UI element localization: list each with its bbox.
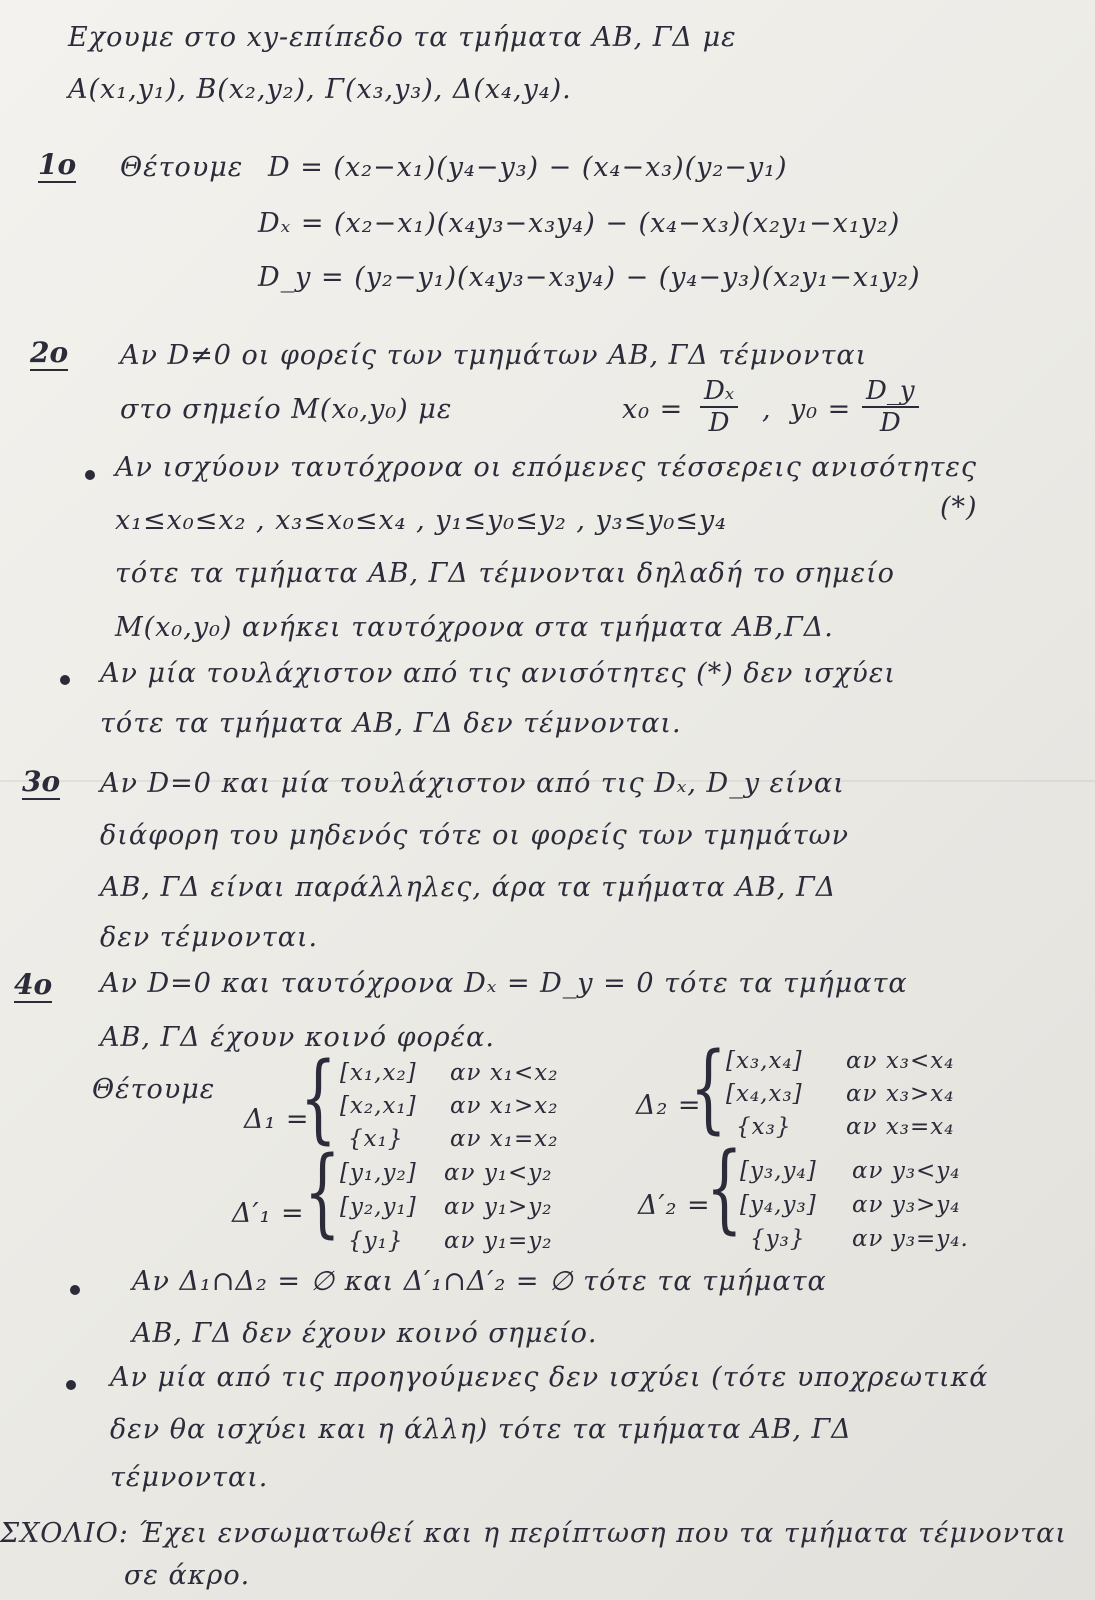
delta-2-prime-cond: αν y₃<y₄: [852, 1158, 961, 1184]
section-2-label: 2ο: [30, 336, 69, 369]
delta-2-case: [x₄,x₃]: [726, 1081, 803, 1107]
delta-2-prime-cond: αν y₃>y₄: [852, 1192, 961, 1218]
section-2-line-2: στο σημείο M(x₀,y₀) με: [120, 394, 453, 425]
bullet-4a-line-1: Αν Δ₁∩Δ₂ = ∅ και Δ′₁∩Δ′₂ = ∅ τότε τα τμήματα: [132, 1266, 827, 1297]
formula-dx: Dₓ = (x₂−x₁)(x₄y₃−x₃y₄) − (x₄−x₃)(x₂y₁−x₁y₂): [258, 208, 901, 239]
intro-line-1: Εχουμε στο xy-επίπεδο τα τμήματα AB, ΓΔ με: [68, 22, 737, 53]
delta-2-prime-case: [y₄,y₃]: [740, 1192, 817, 1218]
delta-1-cond: αν x₁>x₂: [450, 1093, 559, 1119]
left-brace: {: [706, 1132, 743, 1244]
intro-line-2: A(x₁,y₁), B(x₂,y₂), Γ(x₃,y₃), Δ(x₄,y₄).: [68, 74, 572, 105]
x0-denominator: D: [708, 408, 730, 438]
section-3-line-3: AB, ΓΔ είναι παράλληλες, άρα τα τμήματα AB, ΓΔ: [100, 872, 837, 903]
note-line-1: ΣΧΟΛΙΟ: Έχει ενσωματωθεί και η περίπτωση που τα τμήματα τέμνονται: [0, 1518, 1067, 1549]
delta-1-prime-name: Δ′₁ =: [232, 1198, 305, 1229]
delta-1-prime-case: {y₁}: [348, 1228, 404, 1254]
note-line-2: σε άκρο.: [124, 1560, 251, 1591]
section-4-label: 4ο: [14, 968, 53, 1001]
bullet-2a-line-3: τότε τα τμήματα AB, ΓΔ τέμνονται δηλαδή το σημείο: [115, 558, 895, 589]
left-brace: {: [300, 1042, 337, 1154]
bullet: [66, 1380, 76, 1390]
section-4-line-1: Αν D=0 και ταυτόχρονα Dₓ = D_y = 0 τότε τα τμήματα: [100, 968, 908, 999]
section-3-line-4: δεν τέμνονται.: [100, 922, 319, 953]
delta-2-prime-case: {y₃}: [750, 1226, 806, 1252]
y0-fraction: [862, 376, 919, 438]
delta-1-cond: αν x₁=x₂: [450, 1126, 559, 1152]
delta-1-case: [x₂,x₁]: [340, 1093, 417, 1119]
bullet: [60, 675, 70, 685]
section-4-line-2: AB, ΓΔ έχουν κοινό φορέα.: [100, 1022, 495, 1053]
x0-numerator: Dₓ: [700, 376, 738, 408]
bullet-4b-line-2: δεν θα ισχύει και η άλλη) τότε τα τμήματα AB, ΓΔ: [110, 1414, 852, 1445]
delta-1-name: Δ₁ =: [244, 1104, 310, 1135]
delta-2-cond: αν x₃=x₄: [846, 1114, 955, 1140]
section-2-line-1: Αν D≠0 οι φορείς των τμημάτων AB, ΓΔ τέμνονται: [120, 340, 868, 371]
formula-d: D = (x₂−x₁)(y₄−y₃) − (x₄−x₃)(y₂−y₁): [268, 152, 788, 183]
delta-1-prime-cond: αν y₁>y₂: [444, 1194, 553, 1220]
delta-2-prime-name: Δ′₂ =: [638, 1190, 711, 1221]
inequalities: x₁≤x₀≤x₂ , x₃≤x₀≤x₄ , y₁≤y₀≤y₂ , y₃≤y₀≤y₄: [115, 505, 727, 536]
delta-1-cond: αν x₁<x₂: [450, 1060, 559, 1086]
y0-denominator: D: [879, 408, 901, 438]
left-brace: {: [304, 1136, 341, 1248]
delta-2-name: Δ₂ =: [636, 1090, 702, 1121]
fraction-separator: ,: [762, 394, 772, 425]
bullet-2b-line-1: Αν μία τουλάχιστον από τις ανισότητες (*) δεν ισχύει: [100, 658, 896, 689]
y0-label: y₀ =: [790, 394, 852, 425]
bullet: [70, 1285, 80, 1295]
x0-label: x₀ =: [622, 394, 684, 425]
bullet-2a-line-1: Αν ισχύουν ταυτόχρονα οι επόμενες τέσσερεις ανισότητες: [115, 452, 978, 483]
star-marker: (*): [940, 492, 978, 523]
y0-numerator: D_y: [862, 376, 919, 408]
delta-2-cond: αν x₃>x₄: [846, 1081, 955, 1107]
delta-1-prime-case: [y₂,y₁]: [340, 1194, 417, 1220]
left-brace: {: [690, 1032, 727, 1144]
bullet-4a-line-2: AB, ΓΔ δεν έχουν κοινό σημείο.: [132, 1318, 598, 1349]
bullet-4b-line-3: τέμνονται.: [110, 1462, 269, 1493]
section-3-line-1: Αν D=0 και μία τουλάχιστον από τις Dₓ, D_y είναι: [100, 768, 845, 799]
delta-1-prime-cond: αν y₁=y₂: [444, 1228, 553, 1254]
section-1-lead: Θέτουμε: [120, 152, 244, 183]
delta-2-prime-case: [y₃,y₄]: [740, 1158, 817, 1184]
delta-1-case: [x₁,x₂]: [340, 1060, 417, 1086]
delta-2-prime-cond: αν y₃=y₄.: [852, 1226, 969, 1252]
x0-fraction: [700, 376, 738, 438]
formula-dy: D_y = (y₂−y₁)(x₄y₃−x₃y₄) − (y₄−y₃)(x₂y₁−x₁y₂): [258, 262, 921, 293]
section-3-line-2: διάφορη του μηδενός τότε οι φορείς των τμημάτων: [100, 820, 850, 851]
section-4-lead: Θέτουμε: [92, 1074, 216, 1105]
delta-2-case: [x₃,x₄]: [726, 1048, 803, 1074]
bullet: [85, 470, 95, 480]
bullet-2b-line-2: τότε τα τμήματα AB, ΓΔ δεν τέμνονται.: [100, 708, 682, 739]
delta-2-case: {x₃}: [736, 1114, 792, 1140]
delta-1-case: {x₁}: [348, 1126, 404, 1152]
delta-2-cond: αν x₃<x₄: [846, 1048, 955, 1074]
delta-1-prime-case: [y₁,y₂]: [340, 1160, 417, 1186]
bullet-2a-line-4: M(x₀,y₀) ανήκει ταυτόχρονα στα τμήματα AB,ΓΔ.: [115, 612, 834, 643]
section-1-label: 1ο: [38, 148, 77, 181]
bullet-4b-line-1: Αν μία από τις προηγούμενες δεν ισχύει (τότε υποχρεωτικά: [110, 1362, 989, 1393]
section-3-label: 3ο: [22, 765, 61, 798]
delta-1-prime-cond: αν y₁<y₂: [444, 1160, 553, 1186]
